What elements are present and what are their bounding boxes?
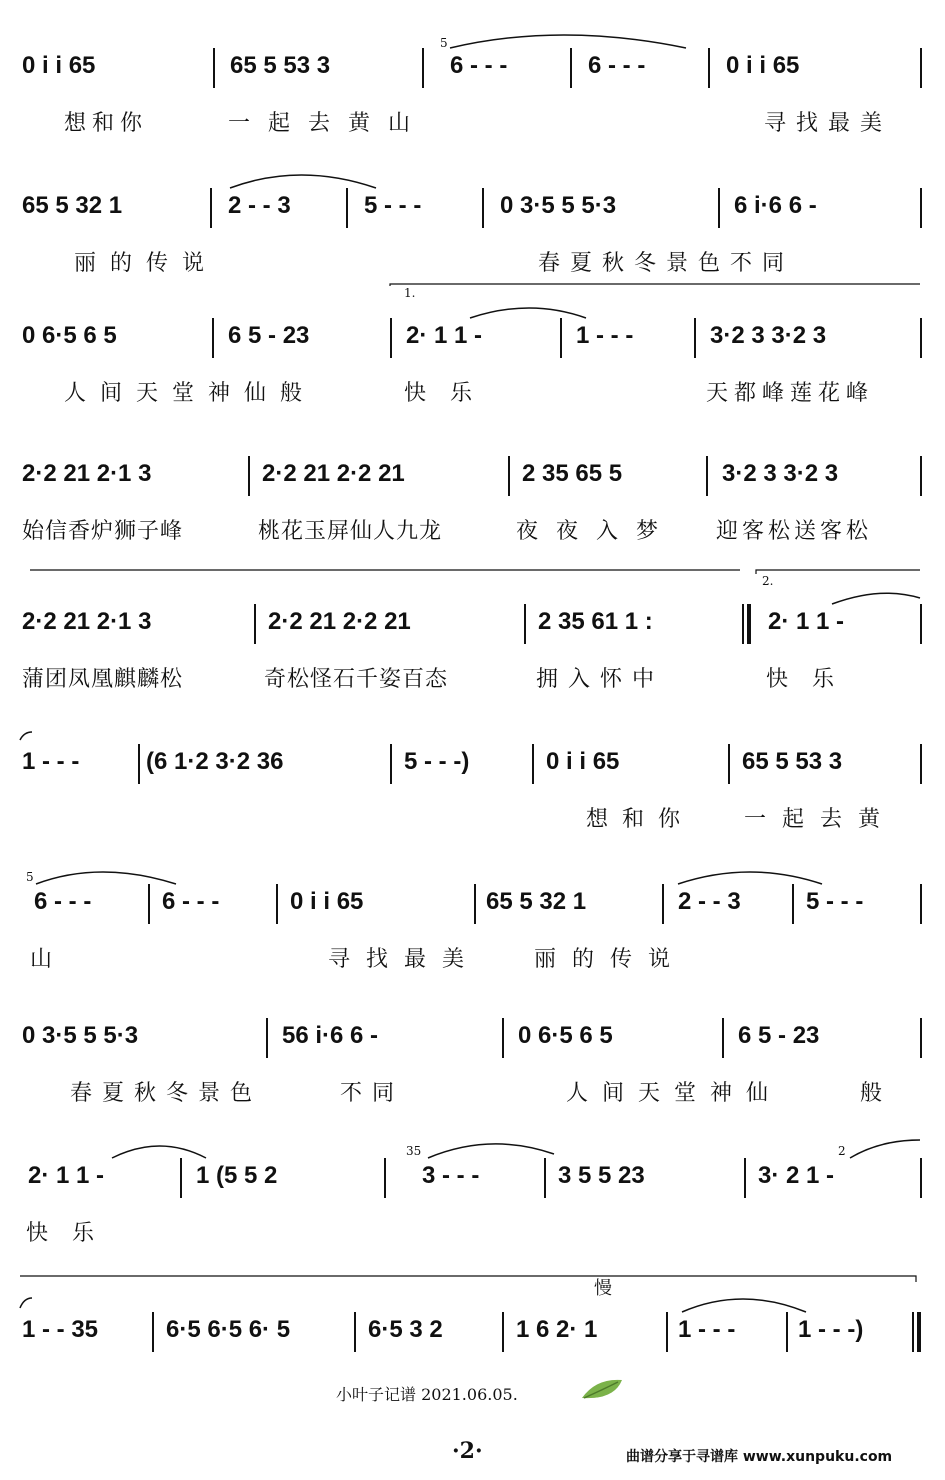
measure-2: 56 i·6 6 -	[282, 1022, 379, 1049]
transcriber-credit: 小叶子记谱 2021.06.05.	[336, 1385, 518, 1404]
measure-4: 6 - - -	[588, 52, 646, 79]
measure-1: 0 6·5 6 5	[22, 322, 117, 349]
lyric: 人间天堂神仙	[566, 1081, 783, 1106]
measure-3: 3 - - -	[422, 1162, 480, 1189]
measure-1: 1 - - 35	[22, 1316, 99, 1343]
measure-5: 1 - - -	[678, 1316, 736, 1343]
measure-4: 6 5 - 23	[738, 1022, 820, 1049]
measure-3: 0 i i 65	[290, 888, 364, 915]
measure-2: 6 - - -	[162, 888, 220, 915]
barline	[248, 456, 250, 496]
measure-3: 5 - - -	[364, 192, 422, 219]
system-9	[0, 1140, 945, 1280]
ending-2-label: 2.	[762, 574, 774, 588]
measure-2: 2·2 21 2·2 21	[268, 608, 411, 635]
measure-4: 0 i i 65	[546, 748, 620, 775]
measure-2: 65 5 53 3	[230, 52, 331, 79]
barline	[706, 456, 708, 496]
measure-5: 3·2 3 3·2 3	[710, 322, 827, 349]
measure-4: 1 - - -	[576, 322, 634, 349]
grace-note: 35	[406, 1144, 422, 1158]
lyric: 丽的传说	[74, 251, 219, 276]
measure-1: 65 5 32 1	[22, 192, 123, 219]
measure-3: 6 - - -	[450, 52, 508, 79]
measure-4: 3 5 5 23	[558, 1162, 645, 1189]
measure-4: 3·2 3 3·2 3	[722, 460, 839, 487]
measure-3: 5 - - -)	[404, 748, 470, 775]
measure-1: 2·2 21 2·1 3	[22, 460, 152, 487]
lyric: 天都峰莲花峰	[706, 381, 875, 406]
ending-bracket	[0, 300, 945, 440]
site-credit: 曲谱分享于寻谱库 www.xunpuku.com	[626, 1449, 893, 1465]
measure-1: 1 - - -	[22, 748, 80, 775]
grace-note: 5	[440, 36, 448, 50]
lyric: 寻找最美	[328, 947, 481, 972]
measure-1: 2· 1 1 -	[28, 1162, 105, 1189]
page-number: ·2·	[452, 1438, 483, 1464]
slur-marks	[0, 726, 945, 866]
tempo-mark: 慢	[594, 1278, 612, 1299]
ending-1-label: 1.	[404, 286, 416, 300]
measure-4: 2· 1 1 -	[768, 608, 845, 635]
lyric: 一起去黄	[744, 807, 897, 832]
grace-note: 5	[26, 870, 34, 884]
measure-5: 6 i·6 6 -	[734, 192, 817, 219]
lyric: 快乐	[766, 667, 859, 692]
lyric: 春夏秋冬景色不同	[538, 251, 795, 276]
measure-6: 5 - - -	[806, 888, 864, 915]
grace-note: 2	[838, 1144, 846, 1158]
measure-2: 2·2 21 2·2 21	[262, 460, 405, 487]
barline	[502, 1018, 504, 1058]
measure-2: 1 (5 5 2	[196, 1162, 278, 1189]
measure-2: 2 - - 3	[228, 192, 291, 219]
lyric: 山	[30, 947, 53, 972]
measure-5: 0 i i 65	[726, 52, 800, 79]
measure-3: 2 35 61 1 :	[538, 608, 653, 635]
measure-2: 6 5 - 23	[228, 322, 310, 349]
lyric: 夜夜入梦	[516, 519, 677, 544]
barline	[508, 456, 510, 496]
lyric: 寻找最美	[764, 111, 893, 136]
slur-marks	[0, 1140, 945, 1280]
measure-5: 65 5 53 3	[742, 748, 843, 775]
lyric: 快乐	[404, 381, 497, 406]
slur-marks	[0, 1294, 945, 1434]
lyric: 不同	[340, 1081, 405, 1106]
lyric: 般	[860, 1081, 883, 1106]
measure-5: 3· 2 1 -	[758, 1162, 835, 1189]
slur-marks	[0, 170, 945, 310]
system-6	[0, 726, 945, 866]
lyric: 迎客松送客松	[716, 519, 873, 544]
leaf-icon	[578, 1372, 626, 1404]
lyric: 人间天堂神仙般	[64, 381, 317, 406]
measure-2: (6 1·2 3·2 36	[146, 748, 284, 775]
lyric: 蒲团凤凰麒麟松	[22, 667, 184, 692]
measure-3: 2· 1 1 -	[406, 322, 483, 349]
lyric: 想和你	[586, 807, 695, 832]
system-2	[0, 170, 945, 310]
measure-4: 1 6 2· 1	[516, 1316, 598, 1343]
barline	[722, 1018, 724, 1058]
lyric: 拥入怀中	[536, 667, 665, 692]
system-7	[0, 866, 945, 1006]
lyric: 始信香炉狮子峰	[22, 519, 184, 544]
measure-5: 2 - - 3	[678, 888, 741, 915]
barline	[920, 1018, 922, 1058]
lyric: 桃花玉屏仙人九龙	[258, 519, 443, 544]
system-4	[0, 438, 945, 578]
lyric: 想和你	[64, 111, 149, 136]
slur-marks	[0, 30, 945, 170]
measure-4: 65 5 32 1	[486, 888, 587, 915]
system-8	[0, 1000, 945, 1140]
measure-2: 6·5 6·5 6· 5	[166, 1316, 291, 1343]
measure-1: 0 i i 65	[22, 52, 96, 79]
barline	[266, 1018, 268, 1058]
lyric: 春夏秋冬景色	[70, 1081, 263, 1106]
measure-3: 6·5 3 2	[368, 1316, 443, 1343]
lyric: 快乐	[26, 1221, 119, 1246]
measure-6: 1 - - -)	[798, 1316, 864, 1343]
lyric: 一起去黄山	[228, 111, 429, 136]
measure-4: 0 3·5 5 5·3	[500, 192, 617, 219]
system-1	[0, 30, 945, 170]
lyric: 奇松怪石千姿百态	[264, 667, 449, 692]
measure-3: 0 6·5 6 5	[518, 1022, 613, 1049]
slur-marks	[0, 866, 945, 1006]
system-5	[0, 574, 945, 726]
lyric: 丽的传说	[534, 947, 687, 972]
measure-1: 0 3·5 5 5·3	[22, 1022, 139, 1049]
system-10	[0, 1278, 945, 1434]
measure-1: 6 - - -	[34, 888, 92, 915]
measure-3: 2 35 65 5	[522, 460, 623, 487]
measure-1: 2·2 21 2·1 3	[22, 608, 152, 635]
ending-bracket	[0, 586, 945, 726]
barline	[920, 456, 922, 496]
system-3	[0, 286, 945, 440]
